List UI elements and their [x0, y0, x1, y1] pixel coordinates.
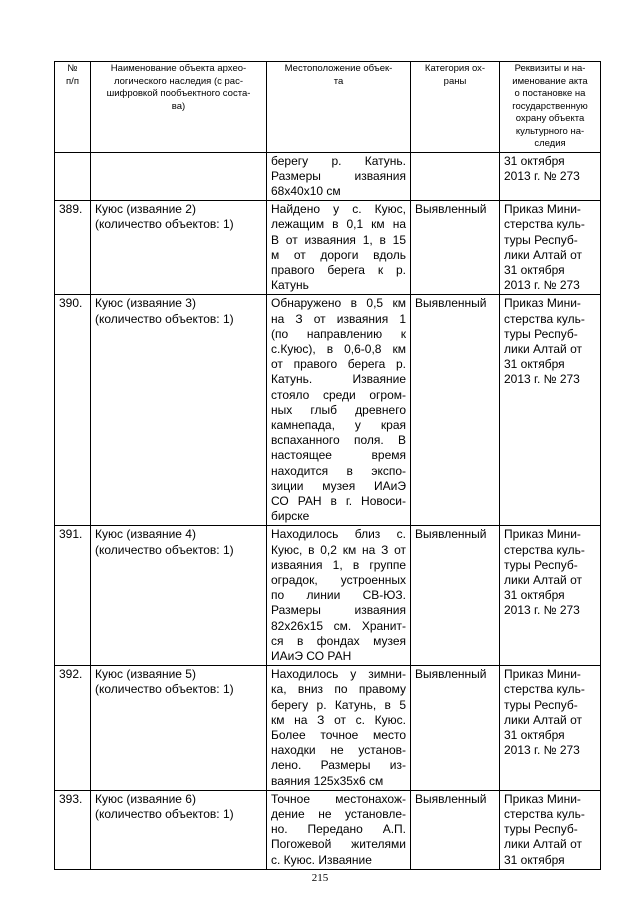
object-name-line: Куюс (изваяние 5)	[95, 667, 196, 682]
row-number: 390.	[55, 295, 91, 526]
header-category	[411, 62, 500, 153]
object-location-line: настоящее время	[271, 448, 406, 463]
object-location	[267, 152, 411, 201]
act-requisites-line: 31 октября	[504, 262, 565, 277]
object-name-line: (количество объектов: 1)	[95, 682, 234, 697]
object-location	[267, 526, 411, 666]
object-location	[267, 295, 411, 526]
header-name-text: Наименование объекта архео- логического наследия (с рас- шифровкой пообъектного соста- ва)	[106, 63, 251, 112]
object-location-line: СО РАН в г. Новоси-	[271, 493, 406, 508]
object-location-line: Катунь. Изваяние	[271, 372, 406, 387]
object-location-line: находится в экспо-	[271, 463, 406, 478]
object-location-line: (по направлению к	[271, 326, 406, 341]
row-number: 391.	[55, 526, 91, 666]
heritage-table	[54, 61, 601, 870]
object-location-line: с.Куюс), в 0,6-0,8 км	[271, 341, 406, 356]
object-location-line: камнепада, у края	[271, 417, 406, 432]
object-location-line: Находилось близ с.	[271, 527, 406, 542]
act-requisites	[500, 790, 601, 869]
object-location-line: от правого берега р.	[271, 357, 406, 372]
object-name-line: Куюс (изваяние 2)	[95, 202, 196, 217]
table-body	[55, 152, 601, 869]
object-location-line: км на З от с. Куюс.	[271, 712, 406, 727]
row-number: 392.	[55, 666, 91, 791]
header-location-text: Местоположение объек- та	[284, 63, 393, 87]
act-requisites-line: стерства куль-	[504, 542, 585, 557]
act-requisites-line: стерства куль-	[504, 311, 585, 326]
object-location-line: оградок, устроенных	[271, 572, 406, 587]
row-number: 393.	[55, 790, 91, 869]
act-requisites-line: лики Алтай от	[504, 572, 582, 587]
act-requisites-line: 2013 г. № 273	[504, 603, 580, 618]
object-name-line: (количество объектов: 1)	[95, 217, 234, 232]
object-location-line: по линии СВ-ЮЗ.	[271, 588, 406, 603]
object-location-line: изваяния 1, в группе	[271, 557, 406, 572]
act-requisites-line: 2013 г. № 273	[504, 168, 580, 183]
act-requisites-line: Приказ Мини-	[504, 296, 581, 311]
table-header-row	[55, 62, 601, 153]
object-location-line: правого берега к р.	[271, 262, 406, 277]
object-name	[91, 666, 267, 791]
object-location-line: ваяния 125х35х6 см	[271, 773, 384, 788]
object-location-line: с. Куюс. Изваяние	[271, 852, 372, 867]
act-requisites	[500, 295, 601, 526]
act-requisites-line: 31 октября	[504, 852, 565, 867]
act-requisites-line: туры Респуб-	[504, 697, 578, 712]
object-location-line: В от изваяния 1, в 15	[271, 232, 406, 247]
protection-category: Выявленный	[411, 295, 500, 526]
protection-category	[411, 152, 500, 201]
protection-category: Выявленный	[411, 790, 500, 869]
header-num-text: № п/п	[66, 63, 79, 87]
object-location-line: вспаханного поля. В	[271, 433, 406, 448]
header-num	[55, 62, 91, 153]
act-requisites-line: стерства куль-	[504, 217, 585, 232]
act-requisites-line: 2013 г. № 273	[504, 278, 580, 293]
object-location-line: Найдено у с. Куюс,	[271, 202, 406, 217]
object-name-line: (количество объектов: 1)	[95, 311, 234, 326]
table-row	[55, 201, 601, 295]
object-name-line: (количество объектов: 1)	[95, 807, 234, 822]
header-location	[267, 62, 411, 153]
object-location	[267, 201, 411, 295]
object-location-line: Погожевой жителями	[271, 837, 406, 852]
object-location-line: 68х40х10 см	[271, 183, 341, 198]
object-location-line: ных глыб древнего	[271, 402, 406, 417]
act-requisites-line: стерства куль-	[504, 807, 585, 822]
act-requisites-line: туры Респуб-	[504, 822, 578, 837]
table-row	[55, 666, 601, 791]
object-location-line: Находилось у зимни-	[271, 667, 406, 682]
act-requisites	[500, 666, 601, 791]
object-location-line: зиции музея ИАиЭ	[271, 478, 406, 493]
object-location-line: лежащим в 0,1 км на	[271, 217, 406, 232]
act-requisites-line: Приказ Мини-	[504, 667, 581, 682]
act-requisites-line: 2013 г. № 273	[504, 372, 580, 387]
protection-category: Выявленный	[411, 526, 500, 666]
act-requisites	[500, 526, 601, 666]
header-category-text: Категория ох- раны	[424, 63, 486, 87]
object-location-line: на З от изваяния 1	[271, 311, 406, 326]
page-number: 215	[311, 872, 329, 884]
act-requisites-line: туры Респуб-	[504, 557, 578, 572]
object-location-line: стояло среди огром-	[271, 387, 406, 402]
object-name-line: (количество объектов: 1)	[95, 542, 234, 557]
object-location-line: Размеры изваяния	[271, 168, 406, 183]
table-row	[55, 790, 601, 869]
object-name-line: Куюс (изваяние 6)	[95, 791, 196, 806]
act-requisites-line: лики Алтай от	[504, 247, 582, 262]
object-name	[91, 295, 267, 526]
object-location-line: Куюс, в 0,2 км на З от	[271, 542, 406, 557]
object-name-line: Куюс (изваяние 3)	[95, 296, 196, 311]
object-location-line: Точное местонахож-	[271, 791, 406, 806]
act-requisites-line: туры Респуб-	[504, 232, 578, 247]
object-location-line: берегу р. Катунь.	[271, 153, 406, 168]
object-location-line: ИАиЭ СО РАН	[271, 649, 352, 663]
object-location-line: Обнаружено в 0,5 км	[271, 296, 406, 311]
object-location-line: дение не установле-	[271, 807, 406, 822]
act-requisites-line: Приказ Мини-	[504, 202, 581, 217]
object-location-line: находки не установ-	[271, 743, 406, 758]
protection-category: Выявленный	[411, 666, 500, 791]
act-requisites-line: 31 октября	[504, 153, 565, 168]
act-requisites-line: 31 октября	[504, 728, 565, 743]
act-requisites-line: Приказ Мини-	[504, 527, 581, 542]
object-location-line: Более точное место	[271, 728, 406, 743]
act-requisites	[500, 201, 601, 295]
object-location-line: 82х26х15 см. Хранит-	[271, 618, 406, 633]
table-row	[55, 526, 601, 666]
object-location-line: ся в фондах музея	[271, 633, 406, 648]
act-requisites-line: 31 октября	[504, 588, 565, 603]
act-requisites-line: лики Алтай от	[504, 341, 582, 356]
act-requisites-line: 2013 г. № 273	[504, 743, 580, 758]
object-location-line: Катунь	[271, 278, 309, 293]
object-name	[91, 526, 267, 666]
act-requisites-line: лики Алтай от	[504, 712, 582, 727]
act-requisites-line: 31 октября	[504, 357, 565, 372]
object-name	[91, 201, 267, 295]
object-location-line: Размеры изваяния	[271, 603, 406, 618]
object-name	[91, 790, 267, 869]
act-requisites	[500, 152, 601, 201]
table-row	[55, 295, 601, 526]
object-location-line: м от дороги вдоль	[271, 247, 406, 262]
object-location-line: берегу р. Катунь, в 5	[271, 697, 406, 712]
protection-category: Выявленный	[411, 201, 500, 295]
act-requisites-line: лики Алтай от	[504, 837, 582, 852]
act-requisites-line: Приказ Мини-	[504, 791, 581, 806]
act-requisites-line: стерства куль-	[504, 682, 585, 697]
table-row	[55, 152, 601, 201]
header-requisites-text: Реквизиты и на- именование акта о постановке на государственную охрану объекта культурного на- следия	[512, 63, 588, 149]
object-location	[267, 790, 411, 869]
object-location-line: бирске	[271, 509, 310, 524]
object-location	[267, 666, 411, 791]
header-requisites	[500, 62, 601, 153]
object-name	[91, 152, 267, 201]
object-location-line: ка, вниз по правому	[271, 682, 406, 697]
object-location-line: но. Передано А.П.	[271, 822, 406, 837]
header-name	[91, 62, 267, 153]
act-requisites-line: туры Респуб-	[504, 326, 578, 341]
object-location-line: лено. Размеры из-	[271, 758, 406, 773]
object-name-line: Куюс (изваяние 4)	[95, 527, 196, 542]
row-number	[55, 152, 91, 201]
row-number: 389.	[55, 201, 91, 295]
